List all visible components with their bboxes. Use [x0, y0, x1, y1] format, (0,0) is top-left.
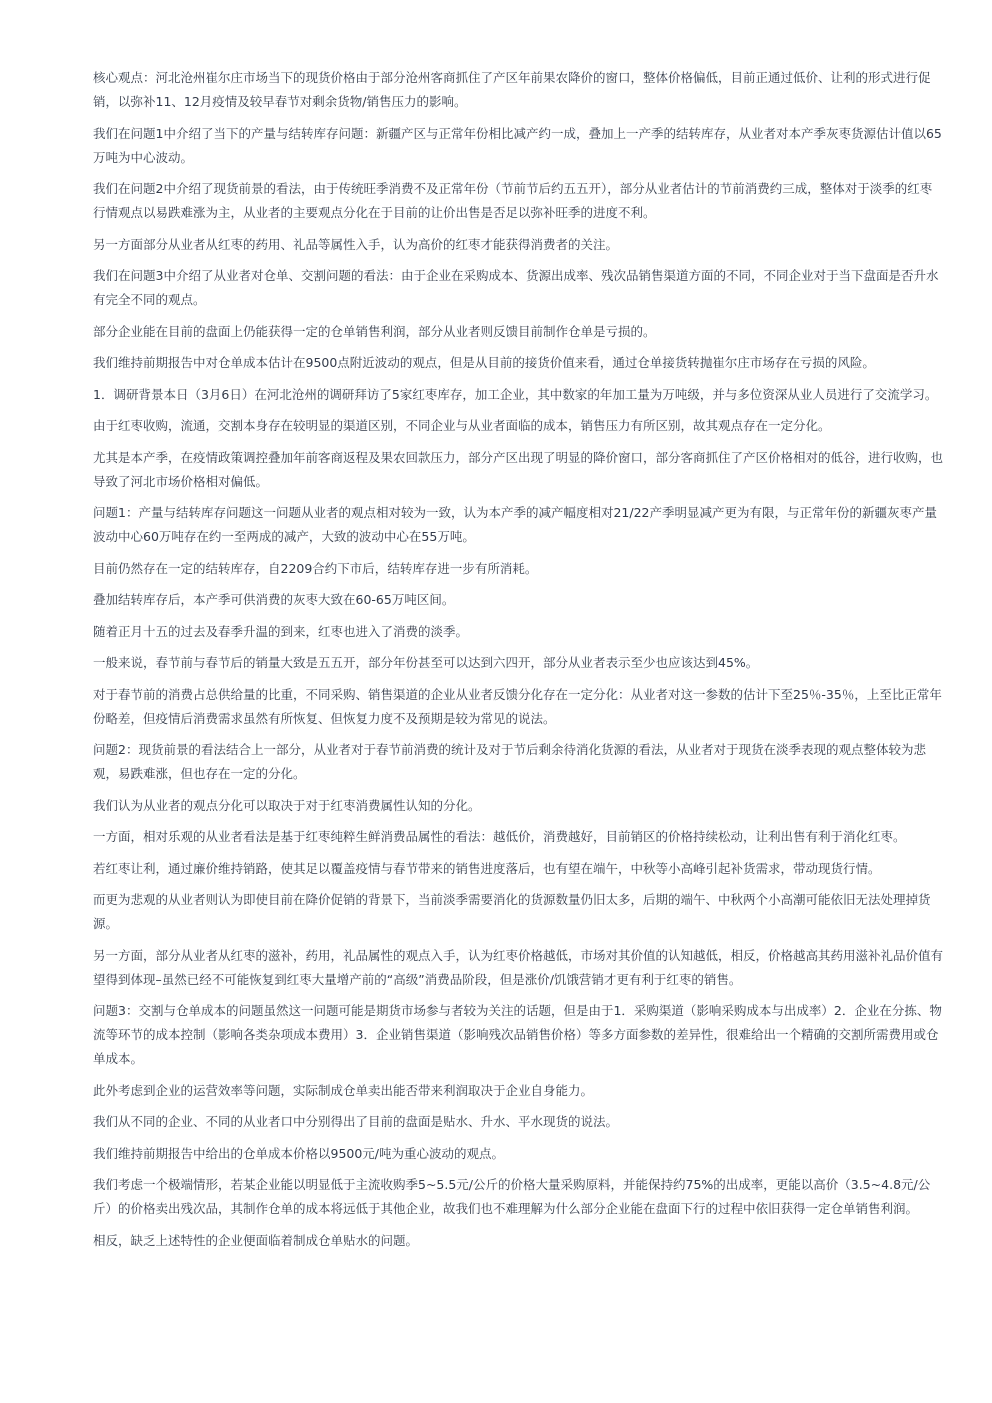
paragraph-question1: 问题1：产量与结转库存问题这一问题从业者的观点相对较为一致，认为本产季的减产幅度相对21/22产季明显减产更为有限，与正常年份的新疆灰枣产量波动中心60万吨存在约一至两成的减产，大致的波动中心在55万吨。 — [93, 505, 937, 544]
paragraph-conclusion: 相反，缺乏上述特性的企业便面临着制成仓单贴水的问题。 — [93, 1232, 419, 1248]
paragraph-question3-summary: 我们在问题3中介绍了从业者对仓单、交割问题的看法：由于企业在采购成本、货源出成率、残次品销售渠道方面的不同，不同企业对于当下盘面是否升水有完全不同的观点。 — [93, 268, 939, 307]
paragraph-carryover-stock: 目前仍然存在一定的结转库存，自2209合约下市后，结转库存进一步有所消耗。 — [93, 560, 538, 576]
paragraph-view-divergence: 我们认为从业者的观点分化可以取决于对于红枣消费属性认知的分化。 — [93, 797, 481, 813]
paragraph-medicinal-view: 另一方面部分从业者从红枣的药用、礼品等属性入手，认为高价的红枣才能获得消费者的关注。 — [93, 236, 619, 252]
paragraph-extreme-case: 我们考虑一个极端情形，若某企业能以明显低于主流收购季5~5.5元/公斤的价格大量采购原料，并能保持约75%的出成率，更能以高价（3.5~4.8元/公斤）的价格卖出残次品，其制作仓单的成本将远低于其他企业，故我们也不难理解为什么部分企业能在盘面下行的过程中依旧获得一定仓单销售利润。 — [93, 1177, 931, 1216]
paragraph-warehouse-profit: 部分企业能在目前的盘面上仍能获得一定的仓单销售利润，部分从业者则反馈目前制作仓单是亏损的。 — [93, 323, 656, 339]
paragraph-cost-estimate: 我们维持前期报告中对仓单成本估计在9500点附近波动的观点，但是从目前的接货价值来看，通过仓单接货转抛崔尔庄市场存在亏损的风险。 — [93, 355, 875, 370]
paragraph-question2-summary: 我们在问题2中介绍了现货前景的看法，由于传统旺季消费不及正常年份（节前节后约五五开），部分从业者估计的节前消费约三成，整体对于淡季的红枣行情观点以易跌难涨为主，从业者的主要观点分化在于目前的让价出售是否足以弥补旺季的进度不利。 — [93, 181, 933, 220]
paragraph-question3: 问题3：交割与仓单成本的问题虽然这一问题可能是期货市场参与者较为关注的话题，但是由于1．采购渠道（影响采购成本与出成率）2．企业在分拣、物流等环节的成本控制（影响各类杂项成本费用）3．企业销售渠道（影响残次品销售价格）等多方面参数的差异性，很难给出一个精确的交割所需费用或仓单成本。 — [93, 1003, 942, 1066]
paragraph-question1-summary: 我们在问题1中介绍了当下的产量与结转库存问题：新疆产区与正常年份相比减产约一成，叠加上一产季的结转库存，从业者对本产季灰枣货源估计值以65万吨为中心波动。 — [93, 125, 942, 165]
paragraph-cost-maintained: 我们维持前期报告中给出的仓单成本价格以9500元/吨为重心波动的观点。 — [93, 1145, 505, 1161]
paragraph-supply-range: 叠加结转库存后，本产季可供消费的灰枣大致在60-65万吨区间。 — [93, 592, 455, 607]
paragraph-sales-ratio: 一般来说，春节前与春节后的销量大致是五五开，部分年份甚至可以达到六四开，部分从业者表示至少也应该达到45%。 — [93, 655, 759, 670]
paragraph-core-view: 核心观点：河北沧州崔尔庄市场当下的现货价格由于部分沧州客商抓住了产区年前果农降价的窗口，整体价格偏低，目前正通过低价、让利的形式进行促销，以弥补11、12月疫情及较早春节对剩余货物/销售压力的影响。 — [93, 70, 931, 109]
paragraph-price-window: 尤其是本产季，在疫情政策调控叠加年前客商返程及果农回款压力，部分产区出现了明显的降价窗口，部分客商抓住了产区价格相对的低谷，进行收购，也导致了河北市场价格相对偏低。 — [93, 449, 944, 489]
paragraph-tonic-view: 另一方面，部分从业者从红枣的滋补，药用，礼品属性的观点入手，认为红枣价格越低，市场对其价值的认知越低，相反，价格越高其药用滋补礼品价值有望得到体现–虽然已经不可能恢复到红枣大量增产前的“高级”消费品阶段，但是涨价/饥饿营销才更有利于红枣的销售。 — [93, 947, 944, 987]
paragraph-price-concession: 若红枣让利，通过廉价维持销路，使其足以覆盖疫情与春节带来的销售进度落后，也有望在端午，中秋等小高峰引起补货需求，带动现货行情。 — [93, 860, 881, 876]
paragraph-operating-efficiency: 此外考虑到企业的运营效率等问题，实际制成仓单卖出能否带来利润取决于企业自身能力。 — [93, 1082, 594, 1098]
paragraph-off-season: 随着正月十五的过去及春季升温的到来，红枣也进入了消费的淡季。 — [93, 623, 469, 639]
document-body — [93, 66, 943, 1260]
paragraph-optimistic-view: 一方面，相对乐观的从业者看法是基于红枣纯粹生鲜消费品属性的看法：越低价，消费越好，目前销区的价格持续松动，让利出售有利于消化红枣。 — [93, 829, 906, 844]
paragraph-basis-views: 我们从不同的企业、不同的从业者口中分别得出了目前的盘面是贴水、升水、平水现货的说法。 — [93, 1114, 619, 1129]
paragraph-research-background: 1．调研背景本日（3月6日）在河北沧州的调研拜访了5家红枣库存，加工企业，其中数家的年加工量为万吨级，并与多位资深从业人员进行了交流学习。 — [93, 386, 938, 402]
paragraph-channel-differences: 由于红枣收购，流通，交割本身存在较明显的渠道区别，不同企业与从业者面临的成本，销售压力有所区别，故其观点存在一定分化。 — [93, 418, 831, 433]
paragraph-pessimistic-view: 而更为悲观的从业者则认为即使目前在降价促销的背景下，当前淡季需要消化的货源数量仍旧太多，后期的端午、中秋两个小高潮可能依旧无法处理掉货源。 — [93, 892, 931, 931]
paragraph-pre-festival-share: 对于春节前的消费占总供给量的比重，不同采购、销售渠道的企业从业者反馈分化存在一定分化：从业者对这一参数的估计下至25％-35％，上至比正常年份略差，但疫情后消费需求虽然有所恢复、但恢复力度不及预期是较为常见的说法。 — [93, 686, 942, 726]
paragraph-question2: 问题2：现货前景的看法结合上一部分，从业者对于春节前消费的统计及对于节后剩余待消化货源的看法，从业者对于现货在淡季表现的观点整体较为悲观，易跌难涨，但也存在一定的分化。 — [93, 742, 926, 781]
